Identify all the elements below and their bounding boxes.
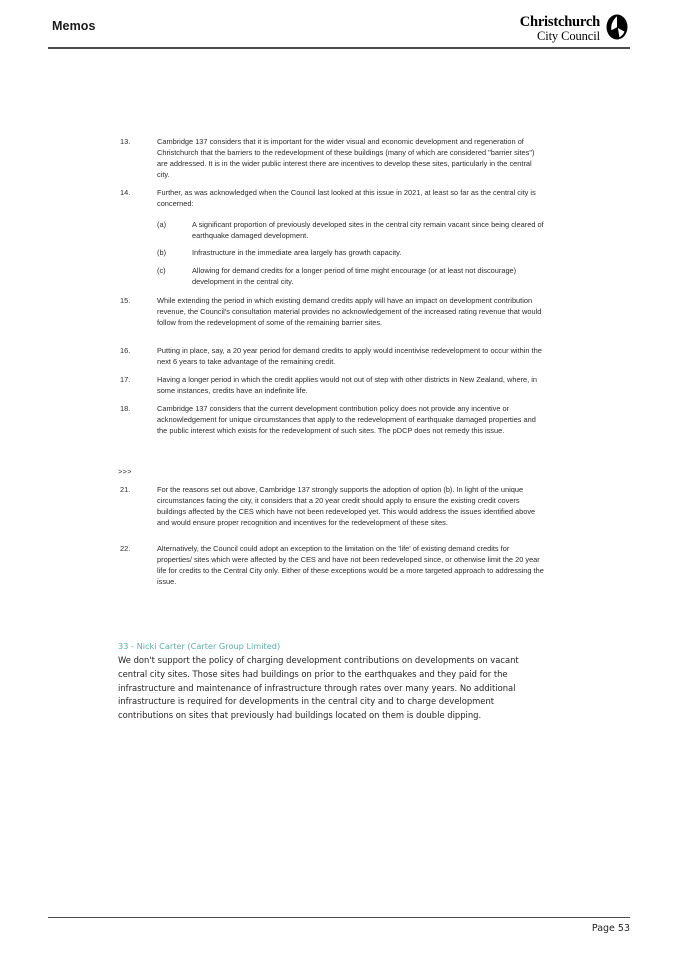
clause-text: Infrastructure in the immediate area largely has growth capacity. — [192, 248, 402, 257]
clause-14c — [157, 266, 547, 288]
submission-block — [118, 640, 536, 722]
christchurch-city-council-logo — [520, 14, 630, 43]
clause-14b — [157, 248, 547, 259]
clause-14a — [157, 220, 547, 242]
clause-text: Putting in place, say, a 20 year period for demand credits to apply would incentivise redevelopment to occur within the next 6 years to take advantage of the remaining credit. — [157, 346, 542, 366]
header-divider — [48, 47, 630, 49]
clause-text: Allowing for demand credits for a longer period of time might encourage (or at least not discourage) development in the central city. — [192, 266, 517, 286]
clause-22 — [120, 544, 545, 588]
clause-14 — [120, 188, 545, 210]
brand-line-city-council: City Council — [536, 28, 600, 43]
clause-text: For the reasons set out above, Cambridge 137 strongly supports the adoption of option (b). In light of the unique circumstances facing the city, it considers that a 20 year credit should apply to ensure the existing credit covers buildings affected by the CES which have not been redeveloped yet. This would address the issues identified above and would ensure proper recognition and incentives for the redevelopment of these sites. — [157, 485, 536, 527]
omission-marker: >>> — [118, 467, 132, 476]
clause-text: Further, as was acknowledged when the Council last looked at this issue in 2021, at least so far as the central city is concerned: — [157, 188, 536, 208]
clause-number: 17. — [120, 375, 131, 384]
clause-number: 16. — [120, 346, 131, 355]
clause-number: (a) — [157, 220, 167, 229]
brand-wordmark — [520, 15, 600, 43]
clause-text: Having a longer period in which the credit applies would not out of step with other districts in New Zealand, where, in some instances, credits have an indefinite life. — [157, 375, 538, 395]
council-emblem-icon — [604, 14, 630, 43]
clause-text: Alternatively, the Council could adopt an exception to the limitation on the 'life' of existing demand credits for properties/ sites which were affected by the CES and have not been redeveloped since, or otherwise limit the 20 year life for credits to the Central City only. Either of these exceptions would be a more targeted approach to addressing the issue. — [157, 544, 544, 586]
clause-text: While extending the period in which existing demand credits apply will have an impact on development contribution revenue, the Council's consultation material provides no acknowledgement of the increased rating revenue that would follow from the redevelopment of some of the remaining barrier sites. — [157, 296, 542, 327]
clause-17 — [120, 375, 545, 397]
clause-number: 18. — [120, 404, 131, 413]
clause-number: 13. — [120, 137, 131, 146]
clause-number: 15. — [120, 296, 131, 305]
page-title: Memos — [52, 19, 96, 33]
footer-divider — [48, 917, 630, 918]
clause-number: (c) — [157, 266, 166, 275]
clause-number: (b) — [157, 248, 167, 257]
clause-number: 21. — [120, 485, 131, 494]
page-header — [48, 14, 630, 50]
clause-number: 14. — [120, 188, 131, 197]
clause-number: 22. — [120, 544, 131, 553]
brand-line-christchurch: Christchurch — [519, 13, 600, 30]
submission-heading: 33 - Nicki Carter (Carter Group Limited) — [118, 641, 281, 651]
clause-16 — [120, 346, 545, 368]
clause-text: Cambridge 137 considers that it is important for the wider visual and economic development and regeneration of Christchurch that the barriers to the redevelopment of these buildings (many of which are considered "barrier sites") are addressed. It is in the wider public interest there are incentives to develop these sites, particularly in the central city. — [157, 137, 535, 179]
submission-paragraph: We don't support the policy of charging development contributions on developments on vacant central city sites. Those sites had buildings on prior to the earthquakes and they paid for the infrastructure and maintenance of infrastructure through rates over many years. No additional infrastructure is required for developments in the central city and to charge development contributions on sites that previously had buildings located on them is double dipping. — [118, 655, 519, 720]
page-number: Page 53 — [591, 923, 630, 934]
clause-18 — [120, 404, 545, 437]
clause-15 — [120, 296, 545, 329]
clause-13 — [120, 137, 545, 181]
clause-21 — [120, 485, 545, 529]
clause-text: A significant proportion of previously developed sites in the central city remain vacant since being cleared of earthquake damaged development. — [192, 220, 544, 240]
clause-text: Cambridge 137 considers that the current development contribution policy does not provide any incentive or acknowledgement for unique circumstances that apply to the redevelopment of earthquake damaged properties and the public interest which exists for the redevelopment of such sites. The pDCP does not remedy this issue. — [157, 404, 536, 435]
